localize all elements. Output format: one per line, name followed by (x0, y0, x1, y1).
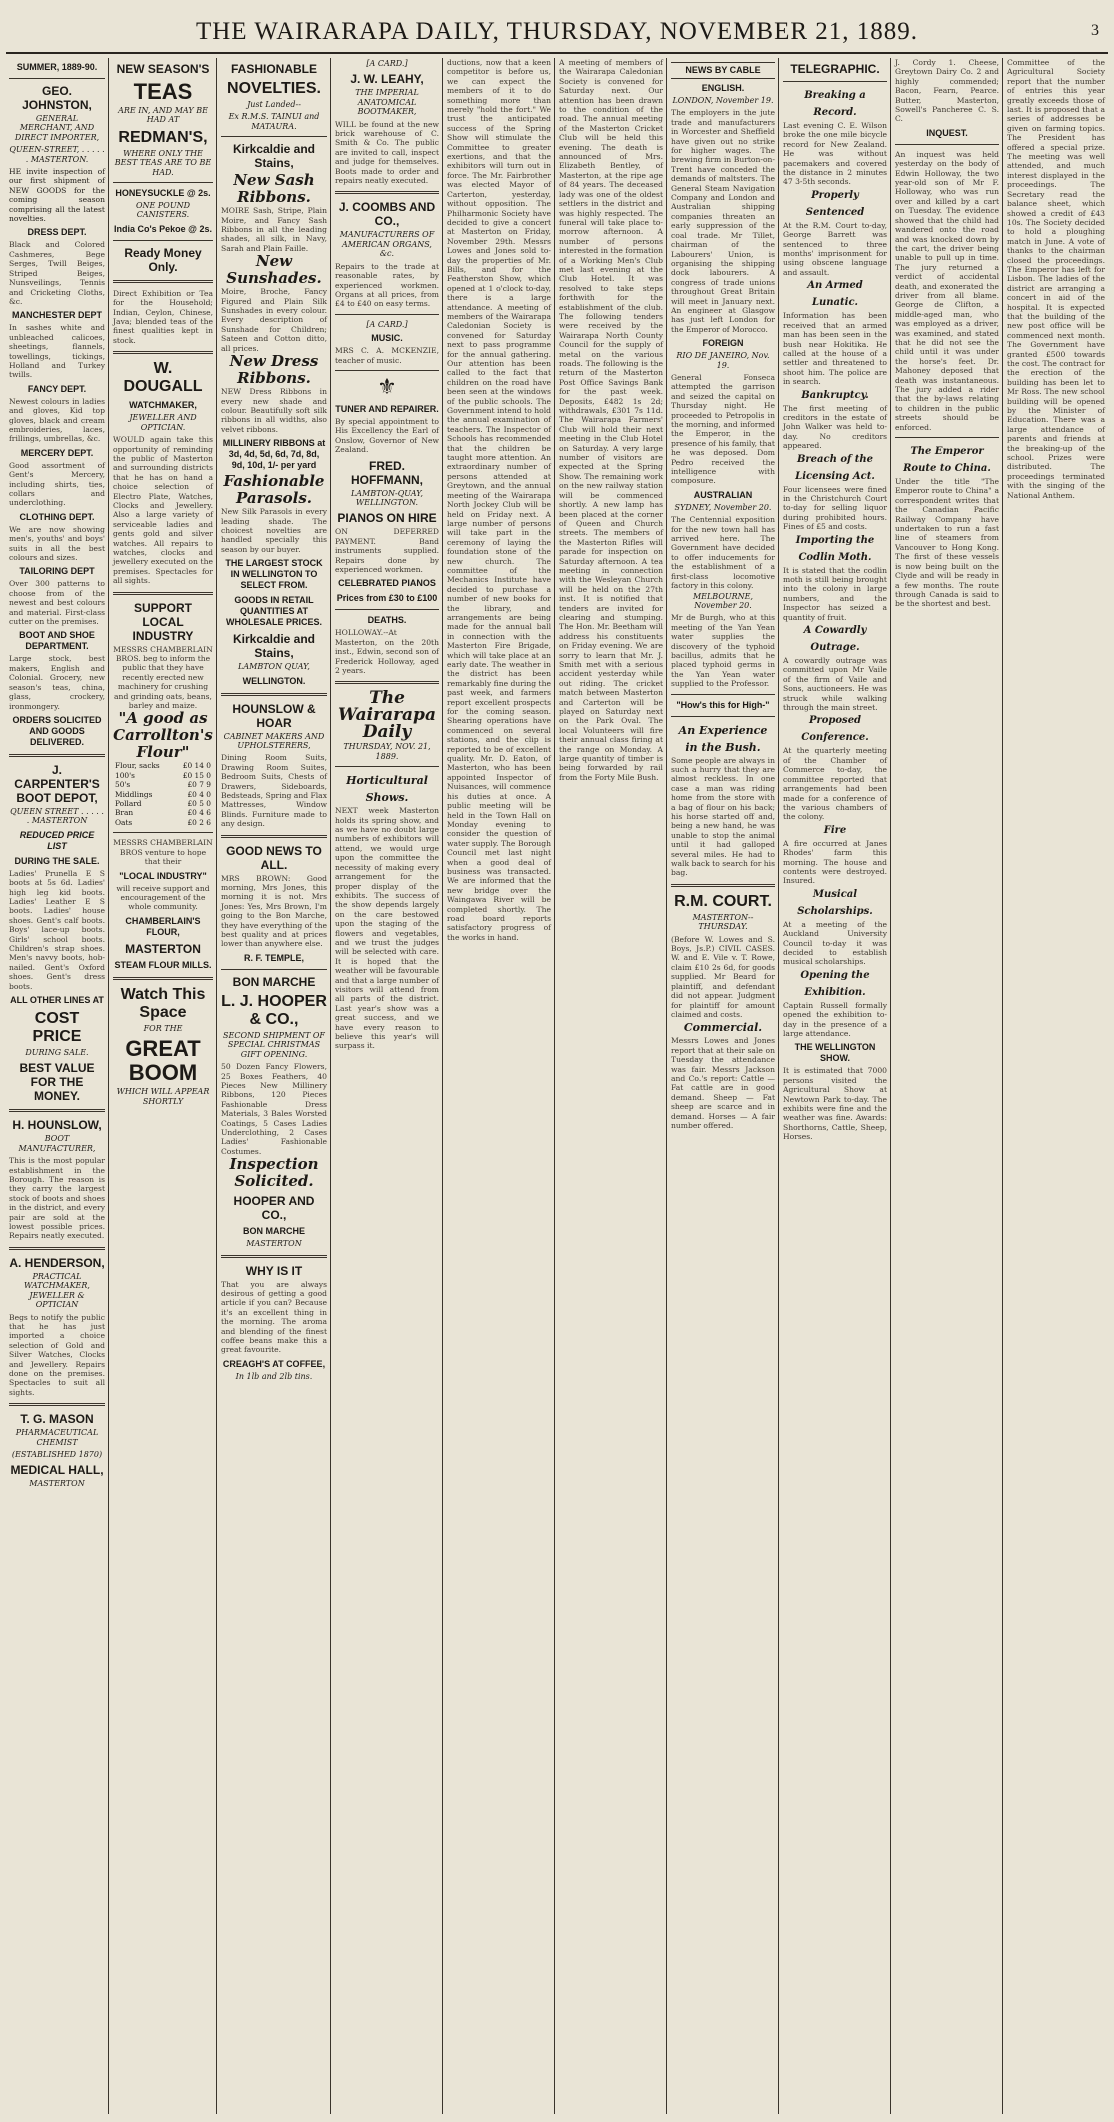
cowardly-heading: A Cowardly Outrage. (803, 625, 867, 654)
conference-heading: Proposed Conference. (801, 715, 869, 744)
cable-australian: AUSTRALIAN (693, 489, 753, 500)
hounslow-name: H. HOUNSLOW, (12, 1118, 102, 1133)
great-boom: GREAT BOOM (125, 1036, 201, 1086)
card-1: [A CARD.] (366, 59, 408, 68)
carpenter-sub: QUEEN STREET . . . . . . MASTERTON (10, 806, 104, 826)
cable-foreign: FOREIGN (702, 338, 744, 349)
leahy-sub: THE IMPERIAL ANATOMICAL BOOTMAKER, (355, 88, 419, 117)
column-rule (216, 58, 217, 2114)
deaths-heading: DEATHS. (367, 615, 407, 626)
season-heading: SUMMER, 1889-90. (16, 62, 98, 72)
cable-english: ENGLISH. (701, 83, 745, 93)
rm-court: R.M. COURT. (674, 892, 772, 910)
fire-heading: Fire (823, 824, 847, 836)
breach-heading: Breach of the Licensing Act. (795, 453, 875, 482)
page-number: 3 (1091, 22, 1100, 39)
mills-masterton: MASTERTON (125, 941, 201, 956)
mason-name: T. G. MASON (20, 1412, 94, 1427)
redman-teas: TEAS (133, 79, 193, 104)
johnston-sub: GENERAL MERCHANT, AND DIRECT IMPORTER, (14, 114, 100, 142)
piano-prices: Prices from £30 to £100 (336, 593, 438, 604)
redman-where: WHERE ONLY THE BEST TEAS ARE TO BE HAD. (114, 148, 212, 177)
ks-millinery: MILLINERY RIBBONS at 3d, 4d, 5d, 6d, 7d, 8d, 9d, 10d, 1/- per yard (222, 438, 326, 471)
emperor-heading: The Emperor Route to China. (903, 446, 991, 475)
tuner-heading: TUNER AND REPAIRER. (335, 403, 439, 414)
support-local: SUPPORT LOCAL INDUSTRY (132, 600, 194, 643)
mills-steam: STEAM FLOUR MILLS. (114, 959, 212, 970)
medical-hall: MEDICAL HALL, (10, 1463, 104, 1478)
ks-ship: Ex R.M.S. TAINUI and MATAURA. (228, 112, 320, 131)
ks-just: Just Landed-- (247, 100, 301, 109)
leahy-name: J. W. LEAHY, (350, 72, 424, 87)
carpenter-all-other: ALL OTHER LINES AT (10, 995, 104, 1005)
hh-sub: CABINET MAKERS AND UPHOLSTERERS, (223, 731, 325, 750)
bush-experience: An Experience in the Bush. (678, 723, 768, 754)
carpenter-best: BEST VALUE FOR THE MONEY. (19, 1061, 95, 1104)
dept-manchester: MANCHESTER DEPT (11, 310, 102, 321)
redman-one-pound: ONE POUND CANISTERS. (135, 201, 191, 220)
paper-date: THURSDAY, NOV. 21, 1889. (343, 742, 431, 761)
column-rule (330, 58, 331, 2114)
codlin-heading: Importing the Codlin Moth. (795, 534, 875, 563)
column-8: TELEGRAPHIC. Breaking a Record. Last evening C. E. Wilson broke the one mile bicycle record for New Zealand. He was without pacemakers and covered the distance in 2 minutes 47 3-5th seconds. Properly Sentenced At the R.M. Court to-day, George Barrett was sentenced to three months' imprisonment for using obscene language and assault. An Armed Lunatic. Information has been received that an armed man has been seen in the bush near Hokitika. He called at the house of a settler and threatened to shoot him. The police are in search. Bankruptcy. The first meeting of creditors in the estate of John Walker was held to-day. No creditors appeared. Breach of the Licensing Act. Four licensees were fined in the Christchurch Court to-day for selling liquor during prohibited hours. Fines of £5 and costs. Importing the Codlin Moth. It is stated that the codlin moth is still being brought into the colony in large numbers, and the Inspector has seized a quantity of fruit. A Cowardly Outrage. A cowardly outrage was committed upon Mr Vaile of the firm of Vaile and Sons, auctioneers. He was struck while walking through the main street. Proposed Conference. At the quarterly meeting of the Chamber of Commerce to-day, the committee reported that arrangements had been made for a conference of the various chambers of the colony. Fire A fire occurred at Janes Rhodes' farm this morning. The house and contents were destroyed. Insured. Musical Scholarships. At a meeting of the Auckland University Council to-day it was decided to establish musical scholarships. Opening the Exhibition. Captain Russell formally opened the exhibition to-day in the presence of a large attendance. THE WELLINGTON SHOW. It is estimated that 7000 persons visited the Agricultural Show at Newtown Park to-day. The exhibits were fine and the weather was fine. Awards: Shorthorns, Cattle, Sheep, Horses. (783, 62, 887, 1142)
music-heading: MUSIC. (371, 333, 403, 344)
cable-london: LONDON, November 19. (672, 96, 774, 105)
masthead-rule (6, 52, 1108, 54)
celebrated-pianos: CELEBRATED PIANOS (338, 578, 436, 589)
column-rule (666, 58, 667, 2114)
musical-heading: Musical Scholarships. (797, 888, 873, 917)
creagh-coffee: CREAGH'S AT COFFEE, (222, 1358, 326, 1369)
bon-marche-2: BON MARCHE (243, 1226, 305, 1237)
masthead-title: THE WAIRARAPA DAILY, THURSDAY, NOVEMBER 21, 1889. (195, 18, 919, 45)
column-rule (554, 58, 555, 2114)
henderson-name: A. HENDERSON, (9, 1255, 105, 1270)
ks-sunshades: New Sunshades. (226, 252, 322, 288)
hooper-second: SECOND SHIPMENT OF SPECIAL CHRISTMAS GIFT OPENING. (223, 1030, 325, 1059)
dept-boot: BOOT AND SHOE DEPARTMENT. (19, 630, 95, 652)
horticultural-heading: Horticultural Shows. (346, 774, 428, 805)
hounslow-sub: BOOT MANUFACTURER, (18, 1134, 96, 1153)
mason-est: (ESTABLISHED 1870) (11, 1449, 103, 1459)
record-heading: Breaking a Record. (804, 90, 866, 118)
column-3: FASHIONABLE NOVELTIES. Just Landed-- Ex R.M.S. TAINUI and MATAURA. Kirkcaldie and Stains, New Sash Ribbons. MOIRE Sash, Stripe, Plain Moire, and Fancy Sash Ribbons in all the leading shades, all silk, in Navy, Sarah and Plain Faille. New Sunshades. Moire, Broche, Fancy Figured and Plain Silk Sunshades in every colour. Every description of Sunshade for Children; Sateen and Cotton ditto, all prices. New Dress Ribbons. NEW Dress Ribbons in every new shade and colour. Beautifully soft silk ribbons in all widths, also velvet ribbons. MILLINERY RIBBONS at 3d, 4d, 5d, 6d, 7d, 8d, 9d, 10d, 1/- per yard Fashionable Parasols. New Silk Parasols in every leading shade. The choicest novelties are handled specially this season by our buyer. THE LARGEST STOCK IN WELLINGTON TO SELECT FROM. GOODS IN RETAIL QUANTITIES AT WHOLESALE PRICES. Kirkcaldie and Stains, LAMBTON QUAY, WELLINGTON. HOUNSLOW & HOAR CABINET MAKERS AND UPHOLSTERERS, Dining Room Suits, Drawing Room Suites, Bedroom Suits, Chests of Drawers, Sideboards, Bedsteads, Spring and Flax Mattresses, Window Blinds. Furniture made to any design. GOOD NEWS TO ALL. MRS BROWN: Good morning, Mrs Jones, this morning it is not. Mrs Jones: Yes, Mrs Brown, I'm going to the Bon Marche, they have everything of the best quality and at prices lower than anywhere else. R. F. TEMPLE, BON MARCHE L. J. HOOPER & CO., SECOND SHIPMENT OF SPECIAL CHRISTMAS GIFT OPENING. 50 Dozen Fancy Flowers, 25 Boxes Feathers, 40 Pieces New Millinery Ribbons, 120 Pieces Fashionable Dress Materials, 3 Bales Worsted Coatings, 5 Cases Ladies Underclothing, 2 Cases Ladies' Fashionable Costumes. Inspection Solicited. HOOPER AND CO., BON MARCHE MASTERTON WHY IS IT That you are always desirous of getting a good article if you can? Because it's an excellent thing in the morning. The aroma and blending of the finest coffee beans make this a great favourite. CREAGH'S AT COFFEE, In 1lb and 2lb tins. (221, 62, 327, 1381)
bon-marche: BON MARCHE (232, 974, 316, 989)
redman-ready: Ready Money Only. (124, 245, 202, 274)
column-rule (890, 58, 891, 2114)
hoffmann-sub: LAMBTON-QUAY, WELLINGTON. (350, 488, 424, 507)
flour-price-table: Flour, sacks £0 14 0 100's £0 15 0 50's £0 7 9 Middlings £0 4 0 Pollard £0 5 0 Bran £0 4 6 Oats £0 2 6 (115, 761, 211, 827)
dept-mercery: MERCERY DEPT. (20, 447, 94, 458)
dept-dress: DRESS DEPT. (27, 227, 87, 238)
dept-tailoring: TAILORING DEPT (19, 566, 95, 577)
watch-for-the: FOR THE (143, 1023, 183, 1033)
watch-this-space: Watch This Space (120, 985, 206, 1021)
hooper-name: L. J. HOOPER & CO., (221, 992, 327, 1028)
ks-parasols: Fashionable Parasols. (223, 472, 325, 508)
column-7: NEWS BY CABLE ENGLISH. LONDON, November 19. The employers in the jute trade and manufacturers in Worcester and Sheffield have given out no strike for higher wages. The brewing firm in Burton-on-Trent have conceded the demands of maltsters. The General Steam Navigation Company and London and Australian shipping companies threaten an early suppression of the coal trade. Mr Tillet, chairman of the Labourers' Union, is organising the shipping dock labourers. A congress of trade unions throughout Great Britain will meet in January next. An engineer at Glasgow has just left London for the Emperor of Morocco. FOREIGN RIO DE JANEIRO, Nov. 19. General Fonseca attempted the garrison and seized the capital on Thursday night. He proceeded to Petropolis in the morning, and informed the Emperor, in the presence of his family, that he was deposed. Dom Pedro received the intelligence with composure. AUSTRALIAN SYDNEY, November 20. The Centennial exposition for the new town hall has arrived here. The Government have decided to offer inducements for the establishment of a first-class locomotive factory in this colony. MELBOURNE, November 20. Mr de Burgh, who at this meeting of the Yan Yean water supplies the discovery of the typhoid bacillus, admits that he placed typhoid germs in the Yan Yean water supplied to the Professor. "How's this for High-" An Experience in the Bush. Some people are always in such a hurry that they are almost reckless. In one case a man was riding home from the store with a bag of flour on his back; his horse started off and, being a new hand, he was unable to stop the animal until it had galloped several miles. He had to walk back to search for his bag. R.M. COURT. MASTERTON--THURSDAY. (Before W. Lowes and S. Boys, Js.P.) CIVIL CASES. W. and E. Vile v. T. Rowe, claim £10 2s 6d, for goods supplied. Mr Beard for plaintiff, and defendant did not appear. Judgment for plaintiff for amount claimed and costs. Commercial. Messrs Lowes and Jones report that at their sale on Tuesday the attendance was fair. Messrs Jackson and Co.'s report: Cattle — Fat cattle are in good demand. Sheep — Fat sheep are scarce and in demand. Horses — A fair number offered. (668, 58, 778, 2114)
coombs-name: J. COOMBS AND CO., (338, 200, 436, 229)
column-rule (778, 58, 779, 2114)
redman-new: NEW SEASON'S (116, 62, 210, 76)
mckenzie-notice: MRS C. A. MCKENZIE, teacher of music. (335, 346, 439, 365)
medical-hall-sub: MASTERTON (29, 1479, 85, 1489)
temple-name: R. F. TEMPLE, (243, 952, 304, 963)
johnston-name: GEO. JOHNSTON, (22, 84, 92, 112)
column-rule (1002, 58, 1003, 2114)
hooper-name-2: HOOPER AND CO., (233, 1194, 315, 1223)
johnston-orders: ORDERS SOLICITED AND GOODS DELIVERED. (12, 714, 102, 747)
carpenter-name: J. CARPENTER'S BOOT DEPOT, (14, 762, 100, 805)
ks-fashionable: FASHIONABLE (230, 62, 317, 76)
column-9: J. Cordy 1. Cheese, Greytown Dairy Co. 2 and highly commended; Bacon, Fearn, Pearce. Butter, Masterton, Sowell's Pancheree C. S. C. INQUEST. An inquest was held yesterday on the body of Edwin Holloway, the two year-old son of Mr F. Holloway, who was run over and killed by a cart on Tuesday. The evidence showed that the child had wandered onto the road and was knocked down by the cart, the driver being unable to pull up in time. The jury returned a verdict of accidental death, and exonerated the driver from all blame. George de Clifton, a middle-aged man, who was employed as a driver, was examined, and stated that he did not see the child until it was under the horse's feet. Dr. Mahoney deposed that death was instantaneous. The jury added a rider that the by-laws relating to children in the public streets should be enforced. The Emperor Route to China. Under the title "The Emperor route to China" a correspondent writes that the Canadian Pacific Railway Company have undertaken to run a fast line of steamers from Vancouver to Hong Kong. The first of these vessels is now being built on the Clyde and will be ready in a few months. The route through Canada is said to be the shortest and best. (895, 58, 999, 609)
commercial-heading: Commercial. (683, 1021, 763, 1035)
mason-sub: PHARMACEUTICAL CHEMIST (15, 1428, 99, 1447)
bankruptcy-heading: Bankruptcy. (801, 389, 869, 401)
coombs-sub: MANUFACTURERS OF AMERICAN ORGANS, &c. (339, 230, 435, 259)
creagh-tins: In 1lb and 2lb tins. (235, 1371, 313, 1381)
redman-name: REDMAN'S, (118, 128, 208, 146)
chamberlain-flour: CHAMBERLAIN'S FLOUR, (125, 915, 201, 937)
paper-name: The Wairarapa Daily (338, 688, 436, 743)
royal-crest: ⚜ (377, 374, 397, 400)
column-2: NEW SEASON'S TEAS ARE IN, AND MAY BE HAD AT REDMAN'S, WHERE ONLY THE BEST TEAS ARE TO BE HAD. HONEYSUCKLE @ 2s. ONE POUND CANISTERS. India Co's Pekoe @ 2s. Ready Money Only. Direct Exhibition or Tea for the Household; Indian, Ceylon, Chinese, Java; blended teas of the finest qualities kept in stock. W. DOUGALL WATCHMAKER, JEWELLER AND OPTICIAN. WOULD again take this opportunity of reminding the public of Masterton and surrounding districts that he has on hand a choice selection of Electro Plate, Watches, Clocks and Jewellery. Also a large variety of serviceable ladies and gents gold and silver watches. All repairs to watches, clocks and jewellery executed on the premises. Spectacles for all sights. SUPPORT LOCAL INDUSTRY MESSRS CHAMBERLAIN BROS. beg to inform the public that they have recently erected new machinery for crushing and grinding oats, beans, barley and maize. "A good as Carrollton's Flour" Flour, sacks £0 14 0 100's £0 15 0 50's £0 7 9 Middlings £0 4 0 Pollard £0 5 0 Bran £0 4 6 Oats £0 2 6 MESSRS CHAMBERLAIN BROS venture to hope that their "LOCAL INDUSTRY" will receive support and encouragement of the whole community. CHAMBERLAIN'S FLOUR, MASTERTON STEAM FLOUR MILLS. Watch This Space FOR THE GREAT BOOM WHICH WILL APPEAR SHORTLY (113, 62, 213, 1106)
rm-court-sub: MASTERTON--THURSDAY. (692, 912, 754, 932)
johnston-street: QUEEN-STREET, . . . . . . MASTERTON. (9, 145, 105, 164)
column-rule (442, 58, 443, 2114)
redman-india: India Co's Pekoe @ 2s. (114, 223, 212, 234)
hh-name: HOUNSLOW & HOAR (232, 701, 316, 730)
column-4: [A CARD.] J. W. LEAHY, THE IMPERIAL ANATOMICAL BOOTMAKER, WILL be found at the new brick warehouse of C. Smith & Co. The public are invited to call, inspect and judge for themselves. Boots made to order and repairs neatly executed. J. COOMBS AND CO., MANUFACTURERS OF AMERICAN ORGANS, &c. Repairs to the trade at reasonable rates, by experienced workmen. Organs at all prices, from £4 to £40 on easy terms. [A CARD.] MUSIC. MRS C. A. MCKENZIE, teacher of music. ⚜ TUNER AND REPAIRER. By special appointment to His Excellency the Earl of Onslow, Governor of New Zealand. FRED. HOFFMANN, LAMBTON-QUAY, WELLINGTON. PIANOS ON HIRE ON DEFERRED PAYMENT. Band instruments supplied. Repairs done by experienced workmen. CELEBRATED PIANOS Prices from £30 to £100 DEATHS. HOLLOWAY.--At Masterton, on the 20th inst., Edwin, second son of Frederick Holloway, aged 2 years. The Wairarapa Daily THURSDAY, NOV. 21, 1889. Horticultural Shows. NEXT week Masterton holds its spring show, and as we have no doubt large numbers of exhibitors will attend, we would urge upon the committee the necessity of making every arrangement for the proper display of the exhibits. The success of the show depends largely on the care bestowed upon the staging of the flowers and vegetables, and we trust the judges will be selected with care. It is hoped that the weather will be favourable and that a large number of visitors will attend from all parts of the district. Last year's show was a great success, and we have every reason to believe this year's will surpass it. (335, 59, 439, 1051)
ks-name: Kirkcaldie and Stains, (232, 142, 316, 171)
column-6: A meeting of members of the Wairarapa Caledonian Society is convened for Saturday next. Our attention has been drawn to the condition of the road. The annual meeting of the Masterton Cricket Club will be held this evening. The death is announced of Mrs. Elizabeth Bentley, of Masterton, at the ripe age of 84 years. The deceased lady was one of the oldest settlers in the district and was highly respected. The funeral will take place to-morrow afternoon. A number of persons interested in the formation of a Working Men's Club met last evening at the Club Hotel. It was resolved to take steps forthwith for the establishment of the club. The following tenders were received by the Wairarapa North County Council for the supply of metal on the various roads. The following is the return of the Masterton Post Office Savings Bank for the past week. Deposits, £482 1s 2d; withdrawals, £301 7s 11d. The Wairarapa Farmers' Club will hold their next meeting in the Club Hotel on Saturday. A very large number of visitors are expected at the Spring Show. The remaining work on the new railway station will be commenced shortly. A new lamp has been placed at the corner of Queen and Church streets. The members of the Masterton Rifles will parade for inspection on Saturday afternoon. A tea meeting in connection with the Wesleyan Church will be held on the 27th inst. It is notified that tenders are invited for clearing and stumping. The Hon. Mr. Beetham will address his constituents on Friday evening. We are sorry to learn that Mr. J. Smith met with a serious accident yesterday while out riding. The cricket match between Masterton and Carterton will be played on Saturday next on the Park Oval. The local Volunteers will fire their annual class firing at the range on Monday. A large quantity of timber is being forwarded by rail from the Forty Mile Bush. (559, 58, 663, 782)
column-10: Committee of the Agricultural Society report that the number of entries this year greatly exceeds those of last. It is proposed that a series of addresses be given on farming topics. The President has offered a special prize. The meeting was well attended, and much interest displayed in the proceedings. The Secretary read the balance sheet, which showed a credit of £43 10s. The Society decided to hold a ploughing match in June. A vote of thanks to the chairman closed the proceedings. The Emperor has left for Lisbon. The ladies of the district are arranging a concert in aid of the hospital. It is expected that the building of the new post office will be commenced next month. The Government have granted £500 towards the cost. The contract for the erection of the building has been let to Mr Ross. The new school building will be opened by the Minister of Education. There was a large attendance of parents and friends at the breaking-up of the school. Prizes were distributed. The proceedings terminated with the singing of the National Anthem. (1007, 58, 1105, 500)
good-news: GOOD NEWS TO ALL. (226, 843, 322, 872)
sentenced-heading: Properly Sentenced (805, 189, 865, 218)
lunatic-heading: An Armed Lunatic. (807, 280, 863, 309)
inquest-heading: INQUEST. (926, 127, 968, 138)
redman-honeysuckle: HONEYSUCKLE @ 2s. (115, 188, 211, 199)
masthead (0, 18, 1114, 46)
exhibition-heading: Opening the Exhibition. (800, 969, 870, 998)
hoffmann-name: FRED. HOFFMANN, (351, 458, 423, 487)
carpenter-cost: COST PRICE (32, 1010, 82, 1045)
ks-wellington: WELLINGTON. (242, 675, 306, 686)
dougall-jeweller: JEWELLER AND OPTICIAN. (129, 413, 197, 432)
ks-lambton: LAMBTON QUAY, (238, 662, 310, 672)
henderson-sub: PRACTICAL WATCHMAKER, JEWELLER & OPTICIAN (24, 1271, 90, 1310)
hooper-inspection: Inspection Solicited. (229, 1155, 319, 1191)
dept-clothing: CLOTHING DEPT. (19, 511, 95, 522)
wellington-show-heading: THE WELLINGTON SHOW. (794, 1042, 876, 1064)
telegraphic-heading: TELEGRAPHIC. (790, 62, 880, 76)
column-rule (108, 58, 109, 2114)
johnston-intro: HE invite inspection of our first shipment of NEW GOODS for the coming season comprising all the latest novelties. (9, 167, 105, 224)
hows-this: "How's this for High-" (676, 699, 770, 710)
dougall-name: W. DOUGALL (123, 360, 203, 396)
redman-are: ARE IN, AND MAY BE HAD AT (118, 106, 208, 125)
ks-dress: New Dress Ribbons. (229, 352, 319, 388)
ks-name-2: Kirkcaldie and Stains, (232, 632, 316, 661)
card-2: [A CARD.] (366, 319, 408, 329)
ks-sash: New Sash Ribbons. (233, 171, 315, 207)
watch-which: WHICH WILL APPEAR SHORTLY (116, 1087, 210, 1106)
ks-retail: GOODS IN RETAIL QUANTITIES AT WHOLESALE PRICES. (225, 595, 322, 628)
column-5: ductions, now that a keen competitor is before us, we can expect the members of it to do something more than merely "hold the fort." We trust the anticipated success of the Spring Show will stimulate the Committee to greater exertions, and that the exhibitors will turn out in force. The Mr. Fairbrother was elected Mayor of Carterton, yesterday, without opposition. The Philharmonic Society have decided to give a concert at Masterton on Friday, November 29th. Messrs Lowes and Jones sold to-day the properties of Mr. Bills, and for the Featherston Show, which opened at 1 o'clock to-day, there is a large attendance. A meeting of members of the Wairarapa Caledonian Society is convened for Saturday next to pass programme for the annual gathering. Our attention has been called to the fact that children on the road have been seen at the windows of the public schools. The Government intend to hold the annual examination of teachers. The Inspector of Schools has recommended that the children be taught more attention. An extraordinary number of persons attended at Greytown, and the annual meeting of the Wairarapa North Jockey Club will be held on Friday next. A large number of persons will take part in the ceremony of laying the foundation stone of the new church. The committee of the Mechanics Institute have decided to purchase a number of new books for the library, and arrangements are being made for the annual ball in connection with the Masterton Fire Brigade, which will take place at an early date. The weather in the district has been remarkably fine during the past week, and farmers report excellent prospects for the coming season. Shearing operations have commenced on several stations, and the clip is reported to be of excellent quality. Mr. D. Eaton, of Masterton, who has been appointed Inspector of Nuisances, will commence his duties at once. A public meeting will be held in the Town Hall on Monday evening to consider the question of water supply. The Borough Council met last night when a good deal of business was transacted. We are informed that the new bridge over the Waingawa River will be completed shortly. The road board reports satisfactory progress of the works in hand. (447, 58, 551, 942)
pianos-on-hire: PIANOS ON HIRE (337, 511, 437, 526)
dougall-watchmaker: WATCHMAKER, (129, 400, 197, 411)
carpenter-reduced: REDUCED PRICE LIST (19, 829, 95, 851)
column-1: SUMMER, 1889-90. GEO. JOHNSTON, GENERAL MERCHANT, AND DIRECT IMPORTER, QUEEN-STREET, . . . . . . MASTERTON. HE invite inspection of our first shipment of NEW GOODS for the coming season comprising all the latest novelties. DRESS DEPT. Black and Colored Cashmeres, Bege Serges, Twill Beiges, Striped Beiges, Nunsveilings, Tennis and Cricketing Cloths, &c. MANCHESTER DEPT In sashes white and unbleached calicoes, sheetings, flannels, towellings, tickings, Holland and Turkey twills. FANCY DEPT. Newest colours in ladies and gloves, Kid top gloves, black and cream embroideries, laces, frillings, umbrellas, &c. MERCERY DEPT. Good assortment of Gent's Mercery, including shirts, ties, collars and underclothing. CLOTHING DEPT. We are now showing men's, youths' and boys' suits in all the best colours and sizes. TAILORING DEPT Over 300 patterns to choose from of the newest and best colours and material. First-class cutter on the premises. BOOT AND SHOE DEPARTMENT. Large stock, best makers, English and Colonial. Grocery, new season's teas, china, glass, crockery, ironmongery. ORDERS SOLICITED AND GOODS DELIVERED. J. CARPENTER'S BOOT DEPOT, QUEEN STREET . . . . . . MASTERTON REDUCED PRICE LIST DURING THE SALE. Ladies' Prunella E S boots at 5s 6d. Ladies' high leg kid boots. Ladies' Leather E S boots. Ladies' house shoes. Gent's calf boots. Boys' lace-up boots. Girls' school boots. Children's strap shoes. Men's navvy boots, hob-nailed. Gent's Oxford shoes. Gent's dress boots. ALL OTHER LINES AT COST PRICE DURING SALE. BEST VALUE FOR THE MONEY. H. HOUNSLOW, BOOT MANUFACTURER, This is the most popular establishment in the Borough. The reason is they carry the largest stock of boots and shoes in the district, and every pair are sold at the lowest possible prices. Repairs neatly executed. A. HENDERSON, PRACTICAL WATCHMAKER, JEWELLER & OPTICIAN Begs to notify the public that he has just imported a choice selection of Gold and Silver Watches, Clocks and Jewellery. Repairs done on the premises. Spectacles to suit all sights. T. G. MASON PHARMACEUTICAL CHEMIST (ESTABLISHED 1870) MEDICAL HALL, MASTERTON (9, 62, 105, 1489)
dept-fancy: FANCY DEPT. (27, 383, 87, 394)
ks-largest: THE LARGEST STOCK IN WELLINGTON TO SELECT FROM. (225, 558, 323, 591)
carpenter-during: DURING THE SALE. (14, 855, 100, 866)
ks-novelties: NOVELTIES. (227, 80, 321, 97)
why-is-it: WHY IS IT (245, 1263, 303, 1278)
cable-heading: NEWS BY CABLE (671, 62, 775, 79)
local-industry: "LOCAL INDUSTRY" (119, 870, 207, 881)
